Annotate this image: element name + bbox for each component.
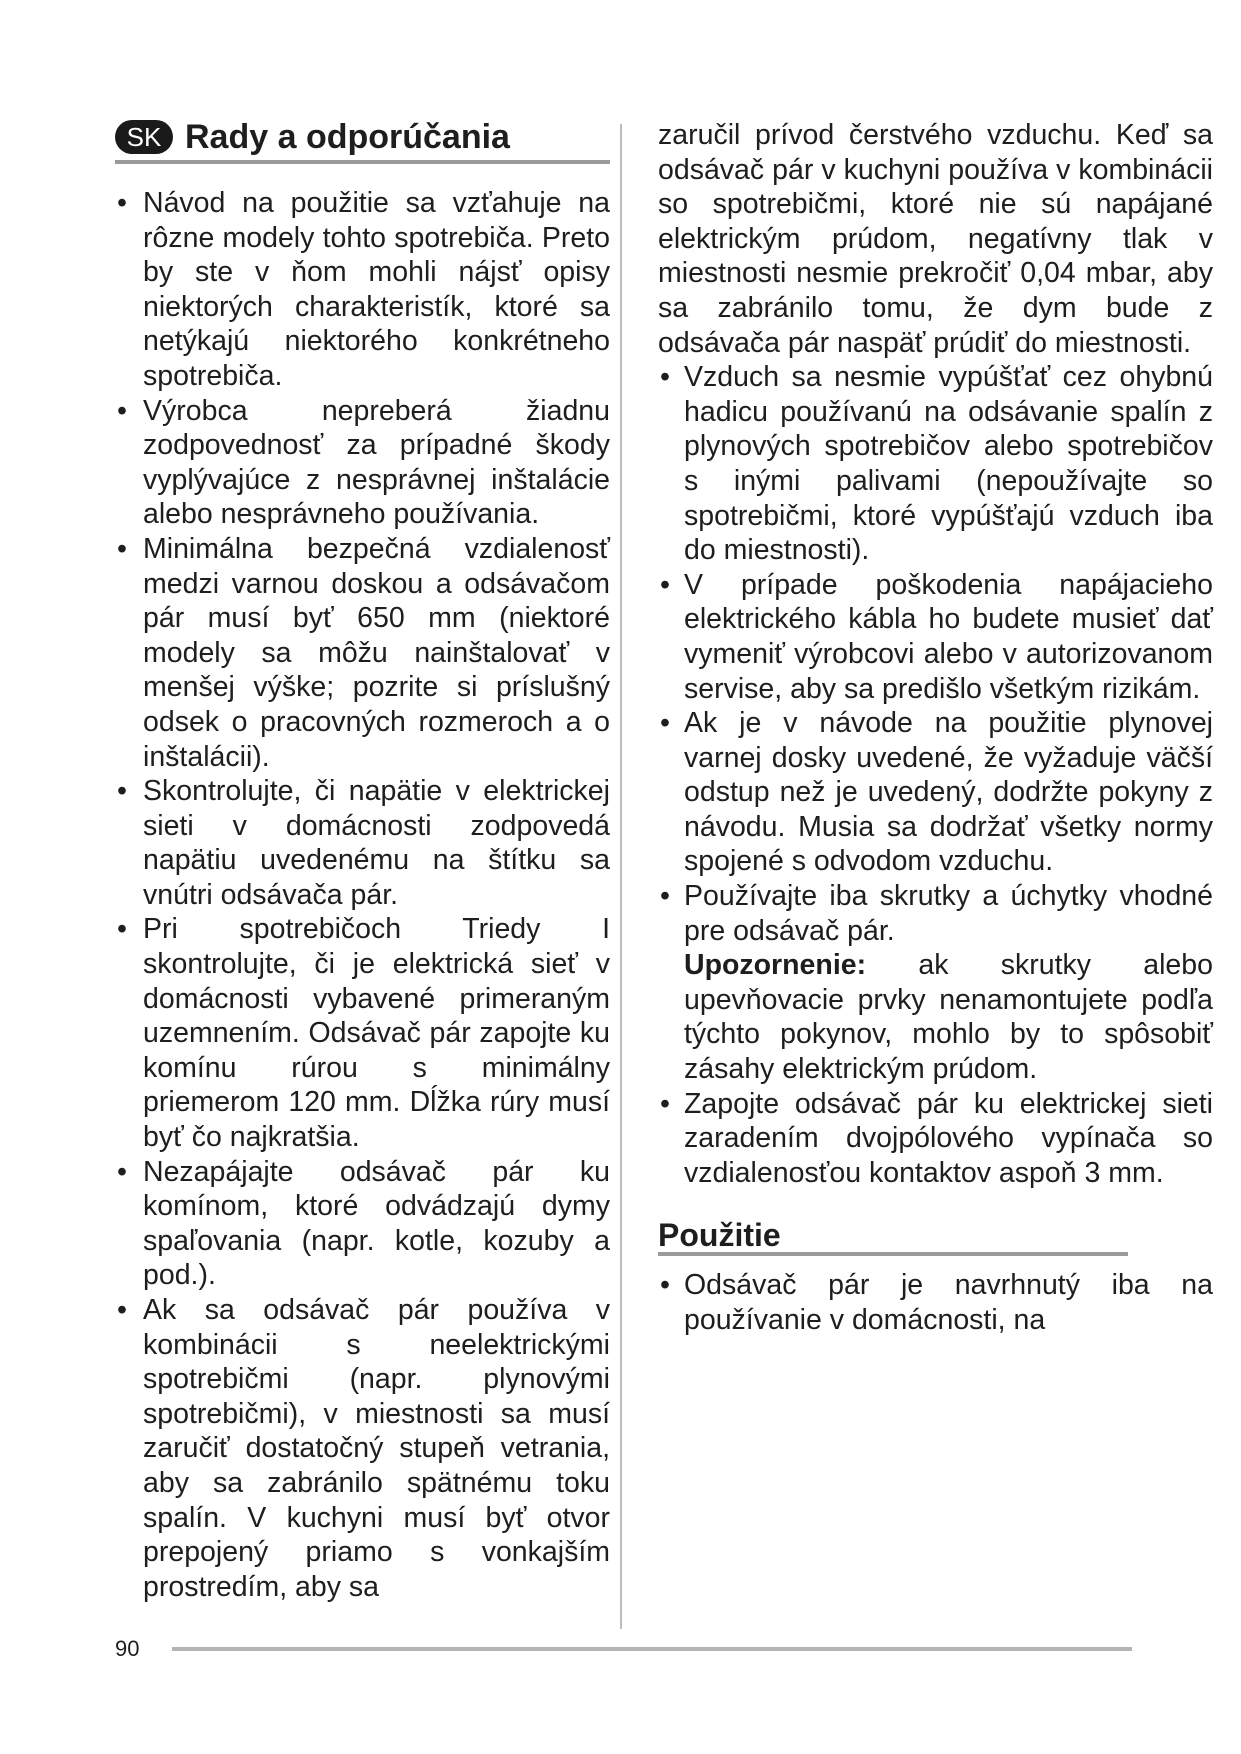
list-item: • Minimálna bezpečná vzdialenosť medzi varnou doskou a odsávačom pár musí byť 650 mm (niektoré modely sa môžu nainštalovať v menšej výške; pozrite si príslušný odsek o pracovných rozmeroch a o inštalácii). <box>115 532 610 774</box>
list-item: • Pri spotrebičoch Triedy I skontrolujte, či je elektrická sieť v domácnosti vybavené primeraným uzemnením. Odsávač pár zapojte ku komínu rúrou s minimálny priemerom 120 mm. Dĺžka rúry musí byť čo najkratšia. <box>115 912 610 1154</box>
footer-rule <box>172 1647 1132 1651</box>
list-item: • Zapojte odsávač pár ku elektrickej sieti zaradením dvojpólového vypínača so vzdialenosťou kontaktov aspoň 3 mm. <box>658 1087 1213 1191</box>
list-item: • Návod na použitie sa vzťahuje na rôzne modely tohto spotrebiča. Preto by ste v ňom mohli nájsť opisy niektorých charakteristík, ktoré sa netýkajú niektorého konkrétneho spotrebiča. <box>115 186 610 394</box>
section-title-usage: Použitie <box>658 1216 781 1253</box>
list-item: • Vzduch sa nesmie vypúšťať cez ohybnú hadicu používanú na odsávanie spalín z plynových spotrebičov alebo spotrebičov s inými palivami (nepoužívajte so spotrebičmi, ktoré vypúšťajú vzduch iba do miestnosti). <box>658 360 1213 568</box>
warning-text: ak skrutky alebo upevňovacie prvky nenamontujete podľa týchto pokynov, mohlo by to spôsobiť zásahy elektrickým prúdom. <box>684 949 1213 1086</box>
column-divider <box>620 124 622 1629</box>
page-number: 90 <box>115 1636 140 1661</box>
list-item: • Odsávač pár je navrhnutý iba na používanie v domácnosti, na <box>658 1268 1213 1337</box>
paragraph-continuation: zaručil prívod čerstvého vzduchu. Keď sa odsávač pár v kuchyni používa v kombinácii so spotrebičmi, ktoré nie sú napájané elektrickým prúdom, negatívny tlak v miestnosti nesmie prekročiť 0,04 mbar, aby sa zabránilo tomu, že dym bude z odsávača pár naspäť prúdiť do miestnosti. <box>658 119 1213 359</box>
left-column <box>115 114 610 1604</box>
language-badge: SK <box>115 120 173 154</box>
section-header-usage <box>658 1210 1128 1256</box>
right-column <box>658 118 1213 1338</box>
list-item: • Ak sa odsávač pár používa v kombinácii s neelektrickými spotrebičmi (napr. plynovými spotrebičmi), v miestnosti sa musí zaručiť dostatočný stupeň vetrania, aby sa zabránilo spätnému toku spalín. V kuchyni musí byť otvor prepojený priamo s vonkajším prostredím, aby sa <box>115 1293 610 1604</box>
list-item: • Používajte iba skrutky a úchytky vhodné pre odsávač pár. <box>658 879 1213 948</box>
list-item: • Nezapájajte odsávač pár ku komínom, ktoré odvádzajú dymy spaľovania (napr. kotle, kozuby a pod.). <box>115 1155 610 1293</box>
warning-paragraph <box>658 948 1213 1086</box>
warning-label: Upozornenie: <box>684 949 867 982</box>
list-item: • V prípade poškodenia napájacieho elektrického kábla ho budete musieť dať vymeniť výrobcovi alebo v autorizovanom servise, aby sa predišlo všetkým rizikám. <box>658 568 1213 706</box>
list-item: • Ak je v návode na použitie plynovej varnej dosky uvedené, že vyžaduje väčší odstup než je uvedený, dodržte pokyny z návodu. Musia sa dodržať všetky normy spojené s odvodom vzduchu. <box>658 706 1213 879</box>
list-item: • Skontrolujte, či napätie v elektrickej sieti v domácnosti zodpovedá napätiu uvedenému na štítku sa vnútri odsávača pár. <box>115 774 610 912</box>
list-item: • Výrobca nepreberá žiadnu zodpovednosť za prípadné škody vyplývajúce z nesprávnej inštalácie alebo nesprávneho používania. <box>115 394 610 532</box>
section-title: Rady a odporúčania <box>185 117 510 156</box>
section-header <box>115 114 610 164</box>
